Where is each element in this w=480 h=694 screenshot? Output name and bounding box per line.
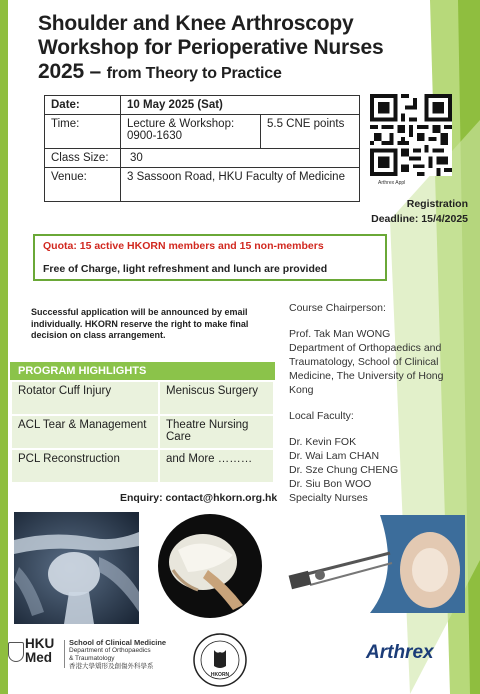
title-subtitle: from Theory to Practice xyxy=(106,65,282,82)
class-size-label: Class Size: xyxy=(45,149,121,168)
faculty-member: Specialty Nurses xyxy=(289,492,368,504)
application-notice: Successful application will be announced by email individually. HKORN reserve the right to make final decision on class arrangement. xyxy=(31,307,249,340)
arthrex-logo: Arthrex xyxy=(366,642,434,663)
hkorn-label: HKORN xyxy=(210,672,230,678)
hkorn-seal-logo xyxy=(192,632,248,688)
faculty-member: Dr. Siu Bon WOO xyxy=(289,478,372,490)
registration-qr-code[interactable] xyxy=(370,94,452,176)
venue-label: Venue: xyxy=(45,168,121,202)
date-label: Date: xyxy=(45,96,121,115)
free-of-charge-text: Free of Charge, light refreshment and lunch are provided xyxy=(43,263,328,275)
date-value: 10 May 2025 (Sat) xyxy=(121,96,360,115)
title-year: 2025 – xyxy=(38,60,102,83)
program-row xyxy=(11,381,274,415)
program-item: Rotator Cuff Injury xyxy=(11,381,159,415)
logo-divider xyxy=(64,640,65,668)
title-line-1: Shoulder and Knee Arthroscopy xyxy=(38,12,354,35)
program-item: Theatre Nursing Care xyxy=(159,415,274,449)
school-text xyxy=(69,639,166,671)
registration-label: Registration xyxy=(406,198,468,210)
program-item: Meniscus Surgery xyxy=(159,381,274,415)
quota-text: Quota: 15 active HKORN members and 15 non-members xyxy=(43,240,324,252)
logo-strip xyxy=(0,630,480,694)
faculty-member: Dr. Sze Chung CHENG xyxy=(289,464,399,476)
registration-deadline xyxy=(371,197,468,227)
program-item: ACL Tear & Management xyxy=(11,415,159,449)
title-line-2: Workshop for Perioperative Nurses xyxy=(38,36,384,59)
quota-box xyxy=(33,234,387,281)
local-faculty-label: Local Faculty: xyxy=(289,410,354,422)
time-row xyxy=(45,115,360,149)
class-size-row xyxy=(45,149,360,168)
hku-med-logo xyxy=(25,637,54,665)
shoulder-xray-image xyxy=(14,512,139,624)
date-row xyxy=(45,96,360,115)
med-text: Med xyxy=(25,650,52,665)
dept-line-1: Department of Orthopaedics xyxy=(69,647,151,654)
title-line-3 xyxy=(38,60,418,86)
event-info-table xyxy=(44,95,360,202)
program-table xyxy=(10,380,275,484)
chairperson-name: Prof. Tak Man WONG xyxy=(289,328,391,340)
cne-points: 5.5 CNE points xyxy=(261,115,360,149)
hku-text: HKU xyxy=(25,636,55,651)
venue-value: 3 Sassoon Road, HKU Faculty of Medicine xyxy=(121,168,360,202)
venue-row xyxy=(45,168,360,202)
program-row xyxy=(11,449,274,483)
left-green-stripe xyxy=(0,0,8,694)
program-item: PCL Reconstruction xyxy=(11,449,159,483)
program-row xyxy=(11,415,274,449)
qr-caption: Arthrex Appl xyxy=(378,180,406,186)
enquiry-contact[interactable]: Enquiry: contact@hkorn.org.hk xyxy=(120,492,278,504)
faculty-section xyxy=(289,301,469,505)
page-title xyxy=(38,12,418,86)
class-size-value: 30 xyxy=(121,149,360,168)
time-value: Lecture & Workshop: 0900-1630 xyxy=(121,115,261,149)
program-heading: PROGRAM HIGHLIGHTS xyxy=(10,362,275,380)
school-name: School of Clinical Medicine xyxy=(69,638,167,647)
faculty-member: Dr. Wai Lam CHAN xyxy=(289,450,380,462)
deadline-text: Deadline: 15/4/2025 xyxy=(371,213,468,225)
program-highlights xyxy=(10,362,275,484)
program-item: and More ……… xyxy=(159,449,274,483)
dept-line-2: & Traumatology xyxy=(69,655,115,662)
time-label: Time: xyxy=(45,115,121,149)
faculty-member: Dr. Kevin FOK xyxy=(289,436,357,448)
dept-chinese: 香港大學矯形及創傷外科學系 xyxy=(69,663,154,670)
chairperson-label: Course Chairperson: xyxy=(289,302,386,314)
chairperson-affiliation: Department of Orthopaedics and Traumatology, School of Clinical Medicine, The University of Hong Kong xyxy=(289,342,444,396)
hku-crest-icon xyxy=(8,642,24,662)
arthroscopy-instrument-image xyxy=(280,515,465,613)
arthroscopy-view-image xyxy=(148,510,268,620)
